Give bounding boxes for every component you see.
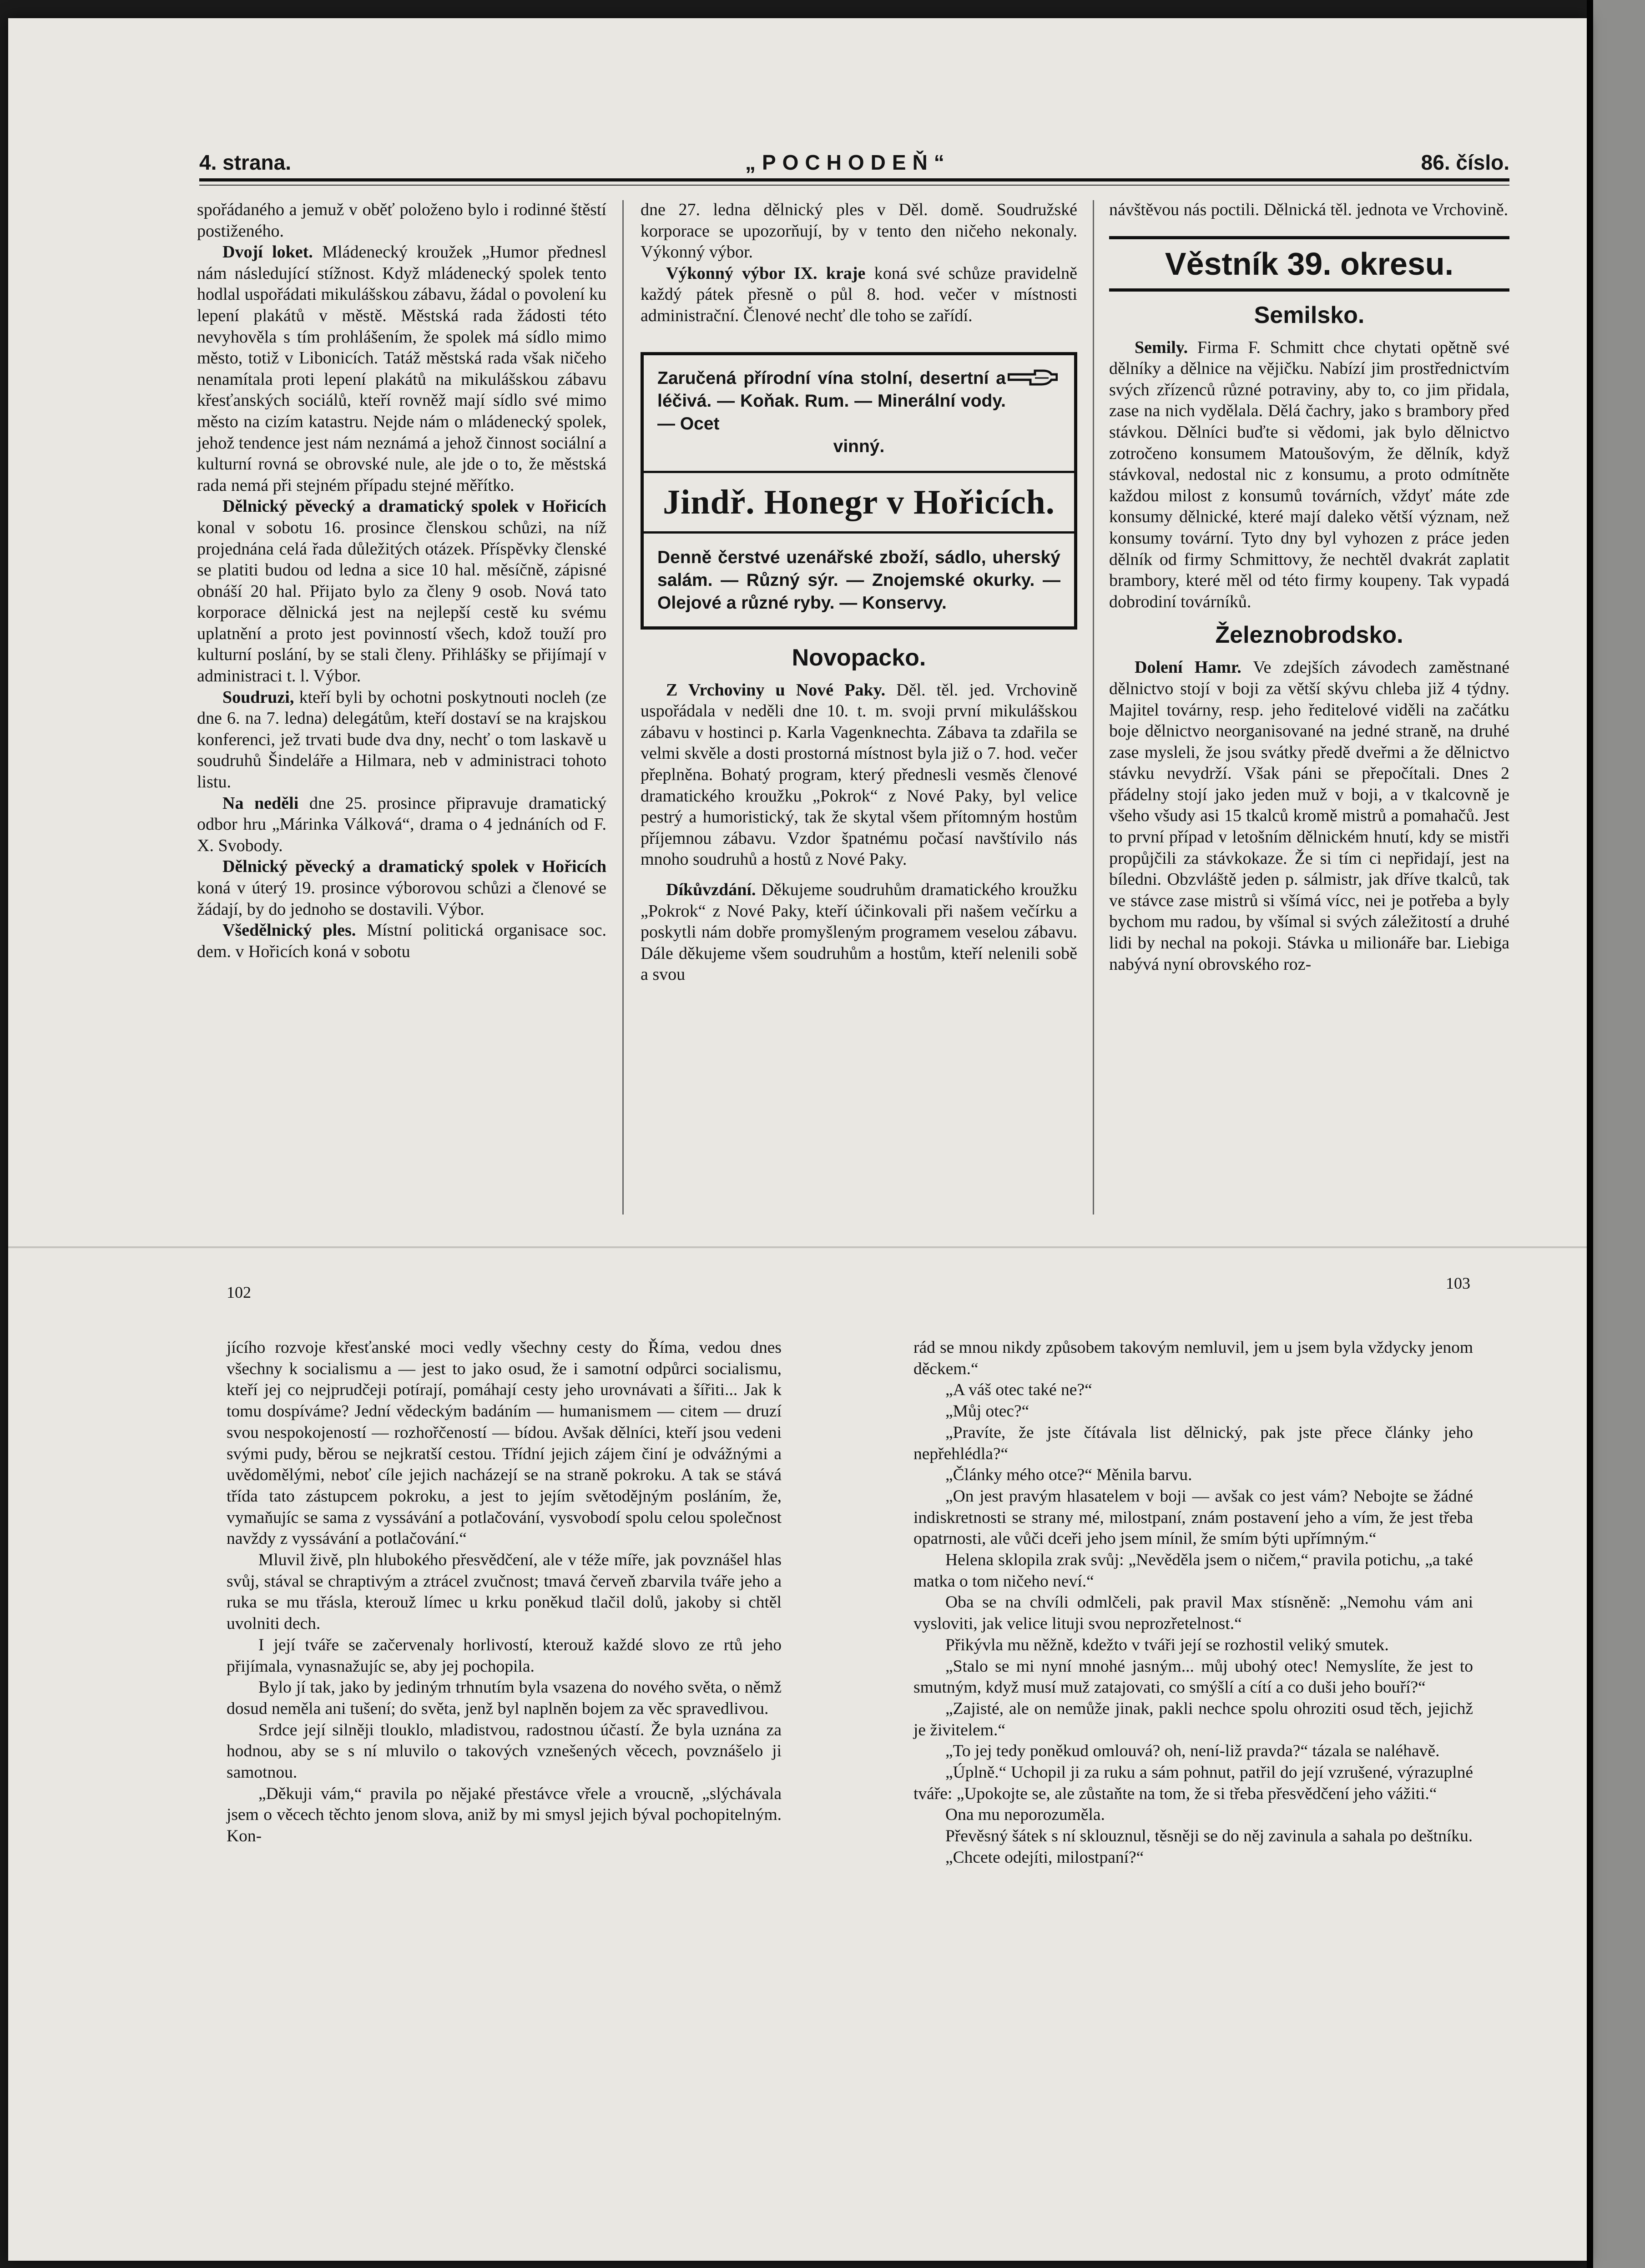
paragraph-text: konal v sobotu 16. prosince členskou schůzi, na níž projednána celá řada důležitých otázek. Příspěvky členské se platiti budou od ledna a sice 10 hal. měsíčně, zápisné obnáší 20 hal. Přijato bylo za členy 9 osob. Nová tato korporace dělnická jest na nejlepší cestě ku svému uplatnění a proto jest povinností všech, kdož touží pro kulturní poslání, by se stali členy. Přihlášky se přijímají v administraci t. l. Výbor. <box>197 518 606 686</box>
novel-paragraph: Převěsný šátek s ní sklouznul, těsněji se do něj zavinula a sahala po deštníku. <box>945 1827 1473 1846</box>
article-heading: Výkonný výbor IX. kraje <box>666 263 866 283</box>
novel-paragraph: „On jest pravým hlasatelem v boji — avšak co jest vám? Nebojte se žádné indiskretnosti se strany mé, milostpaní, znám postavení jeho a vím, že jest třeba opatrnosti, ale vůči dceři jeho jsem mínil, že smím býti upřímným.“ <box>913 1487 1473 1548</box>
column-divider <box>1093 200 1094 1215</box>
article-heading: Semily. <box>1135 338 1188 357</box>
article-paragraph <box>197 793 606 857</box>
article-paragraph <box>641 879 1077 985</box>
page-header <box>199 150 1509 182</box>
column-2 <box>641 199 1077 985</box>
article-heading: Dvojí loket. <box>222 242 313 262</box>
novel-paragraph: „Články mého otce?“ Měnila barvu. <box>945 1466 1192 1485</box>
novel-paragraph: „Zajisté, ale on nemůže jinak, pakli nechce spolu ohroziti osud těch, jejichž je živitelem.“ <box>913 1699 1473 1739</box>
header-rule <box>199 178 1509 181</box>
newspaper-title: „POCHODEŇ“ <box>745 151 951 174</box>
novel-paragraph: „Úplně.“ Uchopil ji za ruku a sám pohnut, patřil do její vzrušené, výrazuplné tváře: „Upokojte se, ale zůstaňte na tom, že si třeba přesvědčení jeho vážiti.“ <box>913 1763 1473 1803</box>
page-label: 4. strana. <box>199 151 291 174</box>
novel-paragraph: Oba se na chvíli odmlčeli, pak pravil Max stísněně: „Nemohu vám ani vysloviti, jak velice lituji svou neprozřetelnost.“ <box>913 1593 1473 1633</box>
pointing-hand-icon <box>1008 364 1058 387</box>
article-paragraph <box>197 687 606 793</box>
novel-paragraph: „Děkuji vám,“ pravila po nějaké přestávce vřele a vroucně, „slýchávala jsem o věcech těchto jenom slova, aniž by mi smysl jejich býval pochopitelným. Kon- <box>227 1784 782 1846</box>
article-paragraph <box>197 856 606 920</box>
column-3 <box>1109 199 1509 975</box>
paragraph-text: Místní politická organisace soc. dem. v Hořicích koná v sobotu <box>197 921 606 961</box>
article-heading: Díkůvzdání. <box>666 880 756 899</box>
ad-text-top-end: vinný. <box>833 436 885 456</box>
section-heading-zeleznobrodsko: Železnobrodsko. <box>1215 622 1403 649</box>
novel-paragraph: jícího rozvoje křesťanské moci vedly všechny cesty do Říma, vedou dnes všechny k socialismu a — jest to jako osud, že i samotní odpůrci socialismu, kteří jej co nejprudčeji potírají, pomáhají cesty jeho urovnávati a šířiti... Jak k tomu dospíváme? Jední vědeckým badáním — humanismem — citem — druzí svou nespokojeností — rozhořčeností — bídou. Avšak dělníci, kteří jsou vedeni svými pudy, běrou se nejkratší cestou. Třídní jejich zájem činí je odvážnými a uvědomělými, neboť cíle jejich nacházejí se na straně pokroku. A tak se stává třída tato zástupcem pokroku, a jest to jejím světodějným posláním, že, vymaňujíc se sama z vyssávání a potlačování, vysvobodí spolu celou společnost navždy z vyssávání a potlačování.“ <box>227 1338 782 1548</box>
novel-paragraph: „A váš otec také ne?“ <box>945 1381 1092 1400</box>
novel-paragraph: Bylo jí tak, jako by jediným trhnutím byla vsazena do nového světa, o němž dosud neměla ani tušení; do světa, jenž byl naplněn bojem za věc spravedlivou. <box>227 1678 782 1718</box>
header-rule-thin <box>199 185 1509 186</box>
novel-paragraph: Mluvil živě, pln hlubokého přesvědčení, ale v téže míře, jak povznášel hlas svůj, stával se chraptivým a ztrácel zvučnost; tmavá červeň zbarvila tváře jeho a ruka se mu třásla, kterouž límec u krku poněkud tlačil dolů, jakoby si chtěl uvolniti dech. <box>227 1551 782 1633</box>
scan-edge <box>1592 0 1645 2268</box>
article-paragraph <box>1109 199 1509 221</box>
paragraph-text: dne 27. ledna dělnický ples v Děl. domě. Soudružské korporace se upozorňují, by v tento den ničeho nekonaly. Výkonný výbor. <box>641 200 1077 262</box>
article-heading: Dělnický pěvecký a dramatický spolek v Hořicích <box>222 497 606 516</box>
paragraph-text: kteří byli by ochotni poskytnouti nocleh (ze dne 6. na 7. ledna) delegátům, kteří dostaví se na krajskou konferenci, jež trvati bude dva dny, nechť o tom laskavě u soudruhů Šindeláře a Hilmara, neb v administraci tohoto listu. <box>197 687 606 792</box>
article-paragraph <box>1109 657 1509 975</box>
paragraph-text: koná v úterý 19. prosince výborovou schůzi a členové se žádají, by do jednoho se dostavili. Výbor. <box>197 878 606 919</box>
article-heading: Všedělnický ples. <box>222 921 356 940</box>
novel-column-left <box>227 1337 782 1847</box>
novel-paragraph: Ona mu neporozuměla. <box>945 1805 1105 1824</box>
novel-column-right <box>913 1337 1473 1869</box>
section-heading-novopacko: Novopacko. <box>792 644 926 671</box>
article-paragraph <box>197 496 606 686</box>
article-heading: Dolení Hamr. <box>1135 658 1241 677</box>
article-paragraph <box>641 263 1077 327</box>
article-heading: Na neděli <box>222 793 299 813</box>
paragraph-text: spořádaného a jemuž v oběť položeno bylo i rodinné štěstí postiženého. <box>197 200 606 241</box>
novel-paragraph: „To jej tedy poněkud omlouvá? oh, není-liž pravda?“ tázala se naléhavě. <box>945 1742 1440 1761</box>
advertisement-honegr <box>641 352 1077 630</box>
article-paragraph <box>197 920 606 962</box>
article-heading: Z Vrchoviny u Nové Paky. <box>666 680 886 700</box>
article-paragraph <box>641 199 1077 263</box>
article-paragraph <box>1109 337 1509 613</box>
novel-paragraph: Helena sklopila zrak svůj: „Nevěděla jsem o ničem,“ pravila potichu, „a také matka o tom ničeho neví.“ <box>913 1551 1473 1591</box>
ad-business-name: Jindř. Honegr v Hořicích. <box>644 471 1074 534</box>
novel-paragraph: rád se mnou nikdy způsobem takovým nemluvil, jem u jsem byla vždycky jenom děckem.“ <box>913 1338 1473 1378</box>
paragraph-text: Děl. těl. jed. Vrchovině uspořádala v neděli dne 10. t. m. svoji první mikulášskou zábavu v hostinci p. Karla Vagenknechta. Zábava ta zdařila se velmi skvěle a dosti prostorná místnost byla již o 7. hod. večer přeplněna. Bohatý program, který přednesli vesměs členové dramatického kroužku „Pokrok“ z Nové Paky, byl velice pestrý a humoristický, tak že skytal všem přítomným hostům příjemnou zábavu. Vzdor špatnému počasí navštívilo nás mnoho soudruhů a hostů z Nové Paky. <box>641 680 1077 869</box>
novel-paragraph: Srdce její silněji tlouklo, mladistvou, radostnou účastí. Že byla uznána za hodnou, aby se s ní mluvilo o takových vznešených věcech, povznášelo ji samotnou. <box>227 1720 782 1782</box>
issue-number: 86. číslo. <box>1421 151 1509 174</box>
article-paragraph <box>641 680 1077 870</box>
paragraph-text: koná své schůze pravidelně každý pátek přesně o půl 8. hod. večer v místnosti administrační. Členové nechť dle toho se zařídí. <box>641 263 1077 325</box>
novel-paragraph: „Můj otec?“ <box>945 1402 1029 1421</box>
novel-paragraph: „Stalo se mi nyní mnohé jasným... můj ubohý otec! Nemyslíte, že jest to smutným, když musí muž zatajovati, co smýšlí a cítí a co duši jeho bouří?“ <box>913 1657 1473 1697</box>
novel-paragraph: „Pravíte, že jste čítávala list dělnický, pak jste přece články jeho nepřehlédla?“ <box>913 1423 1473 1463</box>
district-bulletin-heading: Věstník 39. okresu. <box>1109 236 1509 292</box>
section-heading-semilsko: Semilsko. <box>1254 302 1365 328</box>
scan-edge-shadow <box>1587 0 1593 2268</box>
paragraph-text: Firma F. Schmitt chce chytati opětně své dělníky a dělnice na vějičku. Nabízí jim prostřednictvím svých zřízenců různé potraviny, aby to, co jim přidala, zase na nich vydělala. Dělá čachry, jako s brambory před stávkou. Dělníci buďte si vědomi, jak bylo dělnictvo zotročeno konsumem Matoušovým, že dělník, když stávkoval, nedostal nic z konsumu, a proto odmítněte každou milost z konsumů továrních, vždyť máte zde konsumy dělnické, které mají daleko větší význam, než konsumy tovární. Tyto dny byl vyhozen z práce jeden dělník od firmy Schmittovy, že nechtěl dvakrát zaplatit brambory, které měl od této firmy koupeny. Tak vypadá dobrodiní továrníků. <box>1109 338 1509 611</box>
paragraph-text: dne 25. prosince připravuje dramatický odbor hru „Márinka Válková“, drama o 4 jednáních od F. X. Svobody. <box>197 793 607 855</box>
ad-text-top: Zaručená přírodní vína stolní, desertní a léčivá. — Koňak. Rum. — Minerální vody. — Ocet <box>657 368 1006 433</box>
paragraph-text: Mládenecký kroužek „Humor přednesl nám následující stížnost. Když mládenecký spolek tento hodlal uspořádati mikulášskou zábavu, žádal o povolení ku lepení plakátů v městě. Městská rada žádosti této nevyhověla s tím prohlášením, že spolek má sídlo mimo město, totiž v Libonicích. Tatáž městská rada však ničeho nenamítala proti lepení plakátů na mikulášskou zábavu křesťanských sociálů, kteří rovněž mají sídlo své mimo město na cizím katastru. Nejde nám o mládenecký spolek, jehož tendence jest nám neznámá a jehož činnost sociální a kulturní rovná se obrovské nule, ale jde o to, že městská rada nemá při stejném případu stejné měřítko. <box>197 242 607 495</box>
newspaper-page <box>8 18 1587 2261</box>
article-paragraph <box>197 242 606 496</box>
ad-text-bottom: Denně čerstvé uzenářské zboží, sádlo, uherský salám. — Různý sýr. — Znojemské okurky. — Olejové a různé ryby. — Konservy. <box>657 547 1060 613</box>
article-heading: Dělnický pěvecký a dramatický spolek v Hořicích <box>222 857 606 877</box>
page-number-right: 103 <box>1446 1274 1470 1292</box>
article-heading: Soudruzi, <box>222 687 294 707</box>
novel-paragraph: „Chcete odejíti, milostpaní?“ <box>945 1848 1144 1867</box>
novel-paragraph: I její tváře se začervenaly horlivostí, kterouž každé slovo ze rtů jeho přijímala, vynasnažujíc se, aby jej pochopila. <box>227 1635 782 1676</box>
article-paragraph <box>197 199 606 242</box>
column-1 <box>197 199 606 962</box>
paragraph-text: Děkujeme soudruhům dramatického kroužku „Pokrok“ z Nové Paky, kteří účinkovali při našem večírku a poskytli nám dobře promyšleným programem veselou zábavu. Dále děkujeme všem soudruhům a hostům, kteří nelenili sobě a svou <box>641 880 1077 984</box>
column-divider <box>622 200 624 1215</box>
paragraph-text: návštěvou nás poctili. Dělnická těl. jednota ve Vrchovině. <box>1109 200 1509 219</box>
novel-paragraph: Přikývla mu něžně, kdežto v tváři její se rozhostil veliký smutek. <box>945 1635 1389 1654</box>
paragraph-text: Ve zdejších závodech zaměstnané dělnictvo stojí v boji za větší skývu chleba již 4 týdny. Majitel továrny, resp. jeho ředitelové viděli na začátku boje dělnictvo neorganisované na jedné straně, na druhé zase mysleli, že jsou svátky předě dveřmi a že dělnictvo stávku nevydrží. Však páni se přepočítali. Dnes 2 přádelny stojí jako jeden muž v boji, a v tkalcovně je všeho všudy asi 15 tkalců kromě mistrů a pomahačů. Jest to první případ v letošním dělnickém hnutí, kdy se mistři propůjčili za stávkokaze. Že si tím ci nepřidají, jest na bíledni. Obzvláště jeden p. sálmistr, jak dříve tkalců, tak ve stávce zase mistrů si všímá vícc, nei je potřeba a byly bychom mu radou, by všímal si svých záležitostí a druhé lidi by nechal na pokoji. Stávka u milionáře bar. Liebiga nabývá nyní obrovského roz- <box>1109 658 1509 974</box>
page-fold <box>8 1246 1587 1248</box>
page-number-left: 102 <box>227 1283 251 1301</box>
